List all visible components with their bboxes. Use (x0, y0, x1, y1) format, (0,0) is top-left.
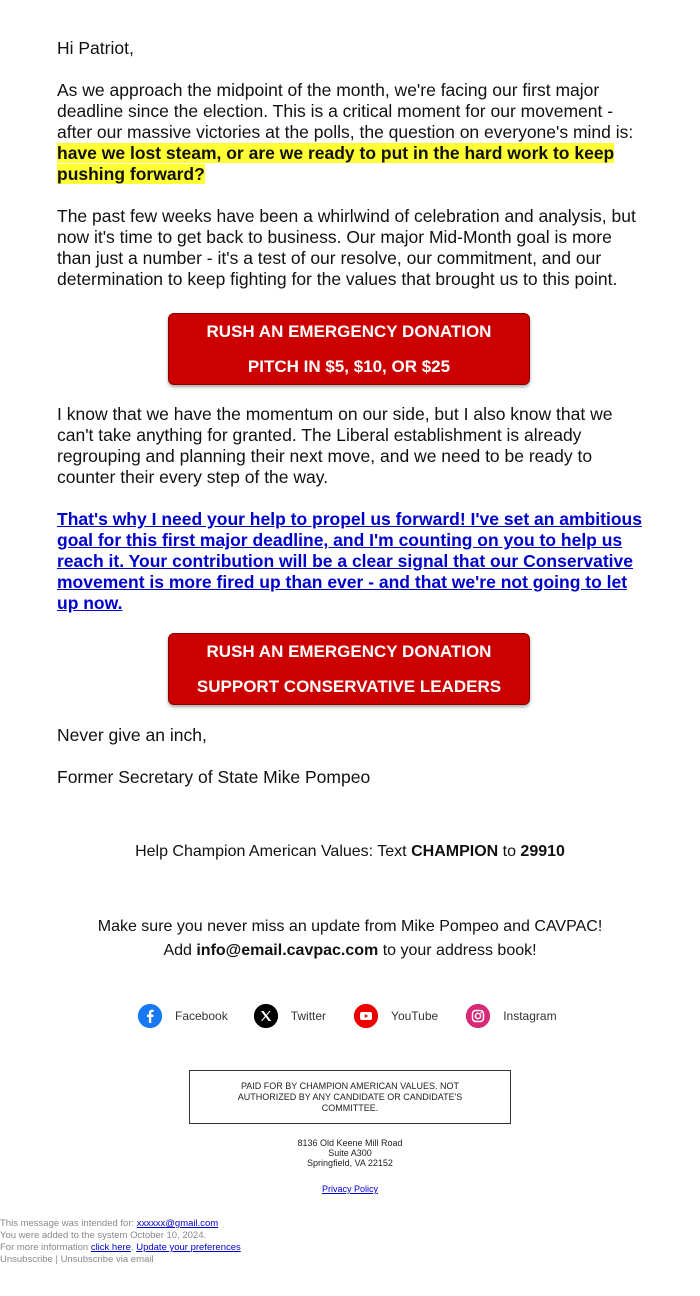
footer-unsubscribe (0, 1254, 241, 1266)
social-youtube[interactable] (354, 1004, 438, 1028)
address-book-prefix: Add (163, 942, 197, 959)
facebook-icon (138, 1004, 162, 1028)
social-label-twitter: Twitter (290, 1009, 327, 1023)
instagram-icon (466, 1004, 490, 1028)
donate-text-link[interactable]: That's why I need your help to propel us forward! I've set an ambitious goal for this first major deadline, and I'm counting on you to help us reach it. Your contribution will be a clear signal that our Conservative movement is more fired up than ever - and that we're not going to let up now. (57, 509, 642, 613)
address-book-line2 (0, 939, 700, 963)
address-book-suffix: to your address book! (378, 942, 537, 959)
footer-more-info-prefix: For more information (0, 1242, 91, 1253)
footer-meta (0, 1218, 241, 1266)
donate-button-line1: RUSH AN EMERGENCY DONATION (206, 322, 492, 341)
x-icon (254, 1004, 278, 1028)
footer-intended-prefix: This message was intended for: (0, 1218, 137, 1229)
donate-button-support[interactable] (168, 633, 530, 705)
donate-button-line1: RUSH AN EMERGENCY DONATION (206, 642, 492, 661)
mailing-address (0, 1138, 700, 1168)
social-instagram[interactable] (466, 1004, 556, 1028)
unsubscribe-email-link[interactable]: Unsubscribe via email (60, 1254, 154, 1265)
recipient-email-link[interactable]: xxxxxx@gmail.com (136, 1218, 219, 1229)
email-body-middle (57, 404, 647, 635)
address-book-line1: Make sure you never miss an update from Mike Pompeo and CAVPAC! (97, 918, 603, 935)
sms-optin (0, 843, 700, 861)
paragraph-intro-text: As we approach the midpoint of the month, we're facing our first major deadline since the election. This is a critical moment for our movement - after our massive victories at the polls, the question on everyone's mind is: (57, 80, 634, 142)
privacy-policy-wrapper (0, 1184, 700, 1194)
footer-added-date: You were added to the system October 10, 2024. (0, 1230, 207, 1241)
click-here-link[interactable]: click here (90, 1242, 131, 1253)
closing-line: Never give an inch, (57, 725, 207, 745)
address-book-notice (0, 915, 700, 963)
paid-for-disclaimer: PAID FOR BY CHAMPION AMERICAN VALUES. NOT AUTHORIZED BY ANY CANDIDATE OR CANDIDATE'S COMMITTEE. (189, 1070, 511, 1124)
youtube-icon (354, 1004, 378, 1028)
sms-middle: to (498, 843, 521, 860)
paragraph-goal: The past few weeks have been a whirlwind of celebration and analysis, but now it's time to get back to business. Our major Mid-Month goal is more than just a number - it's a test of our resolve, our commitment, and our determination to keep fighting for the values that brought us to this point. (57, 206, 636, 289)
donate-button-pitch-in[interactable] (168, 313, 530, 385)
privacy-policy-link[interactable]: Privacy Policy (321, 1184, 378, 1194)
social-twitter[interactable] (254, 1004, 326, 1028)
footer-dot: . (130, 1242, 137, 1253)
social-facebook[interactable] (138, 1004, 228, 1028)
address-line2: Suite A300 (328, 1148, 372, 1158)
sms-keyword: CHAMPION (411, 843, 499, 860)
donate-button-line2: SUPPORT CONSERVATIVE LEADERS (196, 677, 502, 696)
unsubscribe-link[interactable]: Unsubscribe (0, 1254, 53, 1265)
address-line1: 8136 Old Keene Mill Road (297, 1138, 403, 1148)
footer-more-info (0, 1242, 241, 1254)
footer-separator: | (52, 1254, 61, 1265)
update-preferences-link[interactable]: Update your preferences (136, 1242, 241, 1253)
donate-button-line2: PITCH IN $5, $10, OR $25 (247, 357, 451, 376)
paragraph-intro (57, 80, 647, 185)
social-links (138, 1004, 557, 1028)
paragraph-momentum: I know that we have the momentum on our side, but I also know that we can't take anything for granted. The Liberal establishment is already regrouping and planning their next move, and we need to be ready to counter their every step of the way. (57, 404, 613, 487)
sms-prefix: Help Champion American Values: Text (135, 843, 412, 860)
social-label-instagram: Instagram (503, 1009, 557, 1023)
footer-intended (0, 1218, 241, 1230)
sender-email: info@email.cavpac.com (196, 942, 379, 959)
signature: Former Secretary of State Mike Pompeo (57, 767, 371, 787)
greeting: Hi Patriot, (57, 38, 134, 58)
address-line3: Springfield, VA 22152 (307, 1158, 393, 1168)
social-label-youtube: YouTube (391, 1009, 439, 1023)
social-label-facebook: Facebook (175, 1009, 228, 1023)
email-closing (57, 725, 647, 788)
highlighted-question: have we lost steam, or are we ready to put in the hard work to keep pushing forward? (57, 143, 615, 184)
email-body (57, 38, 647, 311)
paragraph-link-wrapper (57, 509, 647, 614)
sms-number: 29910 (520, 843, 565, 860)
